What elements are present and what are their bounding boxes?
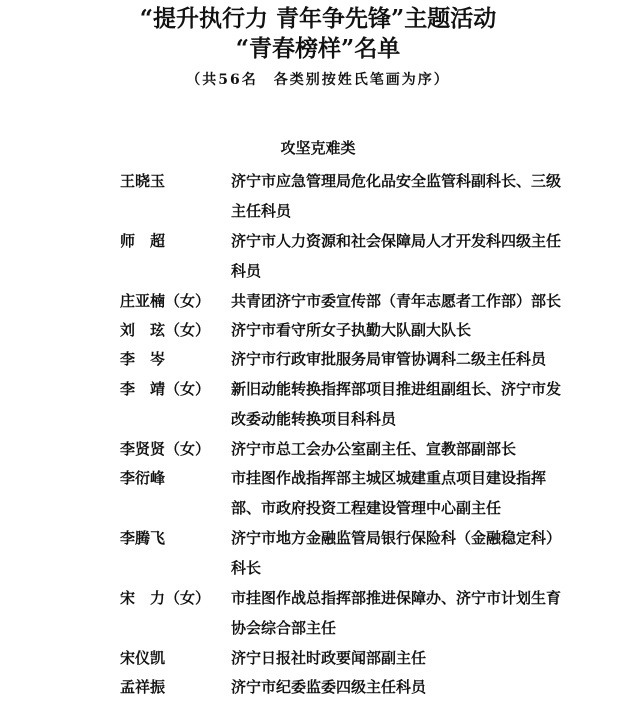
honoree-position: 新旧动能转换指挥部项目推进组副组长、济宁市发改委动能转换项目科科员 xyxy=(231,380,562,428)
honoree-position: 共青团济宁市委宣传部（青年志愿者工作部）部长 xyxy=(231,292,562,310)
honoree-name: 庄亚楠（女） xyxy=(120,292,211,310)
honoree-name: 宋仪凯 xyxy=(120,649,166,667)
honoree-name: 李贤贤（女） xyxy=(120,440,211,458)
honoree-position: 济宁市行政审批服务局审管协调科二级主任科员 xyxy=(231,350,547,368)
honoree-name: 李 岑 xyxy=(120,350,166,368)
honoree-position: 市挂图作战指挥部主城区城建重点项目建设指挥部、市政府投资工程建设管理中心副主任 xyxy=(231,469,547,517)
document-title-line2: “青春榜样”名单 xyxy=(235,35,401,62)
honoree-position: 市挂图作战总指挥部推进保障办、济宁市计划生育协会综合部主任 xyxy=(231,589,562,637)
honoree-position: 济宁市地方金融监管局银行保险科（金融稳定科）科长 xyxy=(231,529,562,577)
honoree-name: 王晓玉 xyxy=(120,172,166,190)
honoree-name: 宋 力（女） xyxy=(120,589,211,607)
honoree-position: 济宁日报社时政要闻部副主任 xyxy=(231,649,427,667)
honoree-position: 济宁市纪委监委四级主任科员 xyxy=(231,678,427,696)
category-heading: 攻坚克难类 xyxy=(280,139,356,158)
honoree-position: 济宁市看守所女子执勤大队副大队长 xyxy=(231,321,472,339)
honoree-name: 李衍峰 xyxy=(120,469,166,487)
honoree-name: 刘 玹（女） xyxy=(120,321,211,339)
honoree-position: 济宁市人力资源和社会保障局人才开发科四级主任科员 xyxy=(231,232,562,280)
document-title-line1: “提升执行力 青年争先锋”主题活动 xyxy=(139,5,497,32)
honoree-name: 李腾飞 xyxy=(120,529,166,547)
honoree-name: 师 超 xyxy=(120,232,166,250)
honoree-name: 孟祥振 xyxy=(120,678,166,696)
honoree-name: 李 靖（女） xyxy=(120,380,211,398)
honoree-position: 济宁市应急管理局危化品安全监管科副科长、三级主任科员 xyxy=(231,172,562,220)
honoree-position: 济宁市总工会办公室副主任、宣教部副部长 xyxy=(231,440,517,458)
document-note: （共56名 各类别按姓氏笔画为序） xyxy=(186,72,450,88)
